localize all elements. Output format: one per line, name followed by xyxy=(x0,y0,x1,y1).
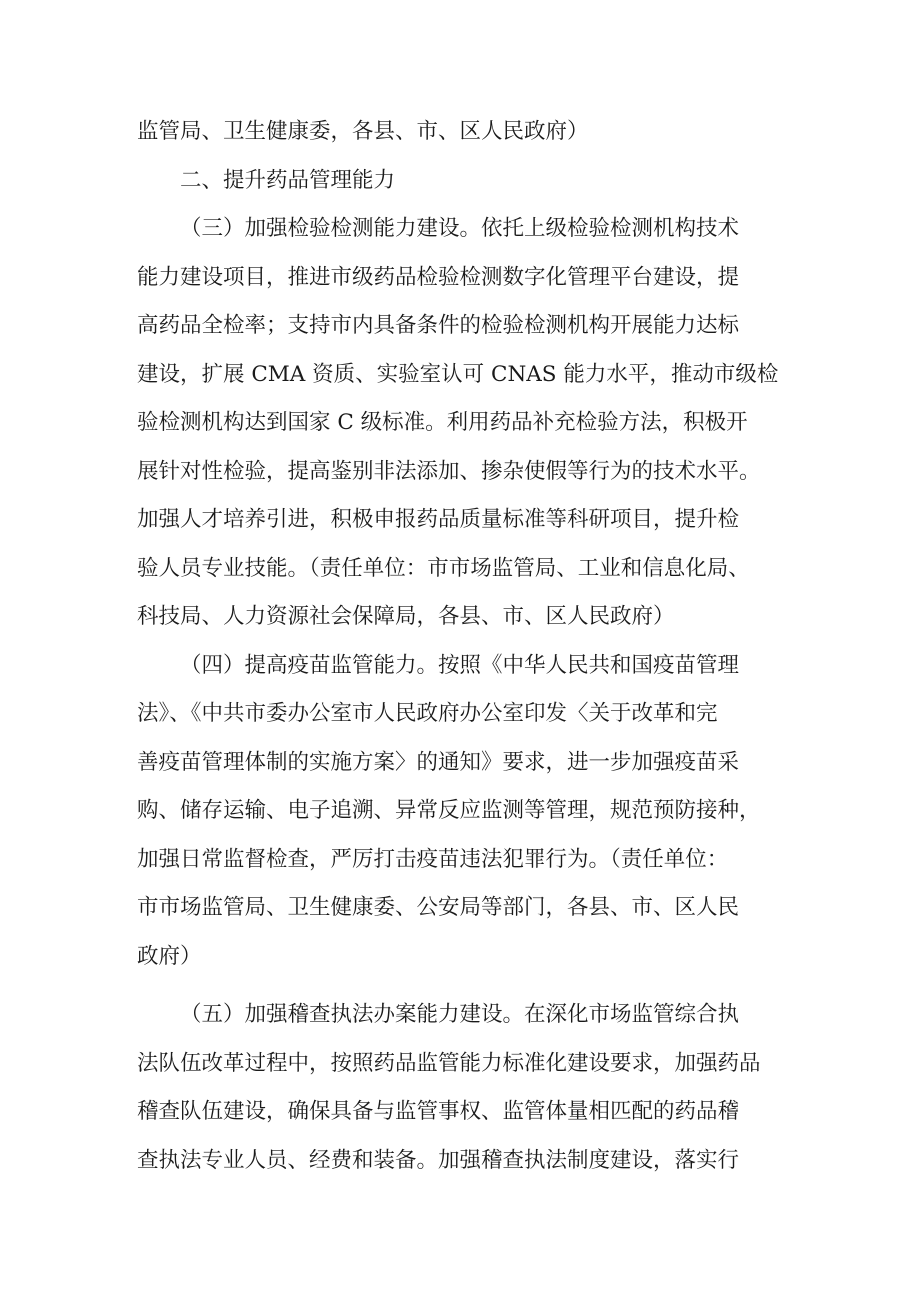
paragraph-line: 加强日常监督检查，严厉打击疫苗违法犯罪行为。（责任单位： xyxy=(137,846,729,872)
paragraph-line: 购、储存运输、电子追溯、异常反应监测等管理，规范预防接种， xyxy=(137,798,761,823)
paragraph-line: （四）提高疫苗监管能力。按照《中华人民共和国疫苗管理 xyxy=(180,652,740,678)
document-body xyxy=(137,108,787,1185)
paragraph-line: 政府） xyxy=(137,943,202,969)
paragraph-line: 监管局、卫生健康委，各县、市、区人民政府） xyxy=(137,119,589,144)
paragraph-line: 查执法专业人员、经费和装备。加强稽查执法制度建设，落实行 xyxy=(137,1147,740,1173)
paragraph-line: 能力建设项目，推进市级药品检验检测数字化管理平台建设，提 xyxy=(137,264,740,290)
paragraph-line: 市市场监管局、卫生健康委、公安局等部门，各县、市、区人民 xyxy=(137,895,740,920)
paragraph-line: （三）加强检验检测能力建设。依托上级检验检测机构技术 xyxy=(180,216,740,241)
paragraph-line: 加强人才培养引进，积极申报药品质量标准等科研项目，提升检 xyxy=(137,507,740,532)
paragraph-line: 善疫苗管理体制的实施方案〉的通知》要求，进一步加强疫苗采 xyxy=(137,749,740,775)
paragraph-line: 验人员专业技能。（责任单位：市市场监管局、工业和信息化局、 xyxy=(137,555,750,581)
paragraph-line: 建设，扩展 CMA 资质、实验室认可 CNAS 能力水平，推动市级检 xyxy=(137,361,779,387)
paragraph-line: 展针对性检验，提高鉴别非法添加、掺杂使假等行为的技术水平。 xyxy=(137,458,761,484)
paragraph-line: 法队伍改革过程中，按照药品监管能力标准化建设要求，加强药品 xyxy=(137,1050,761,1076)
section-heading: 二、提升药品管理能力 xyxy=(180,167,396,193)
paragraph-line: 高药品全检率；支持市内具备条件的检验检测机构开展能力达标 xyxy=(137,313,740,338)
paragraph-line: （五）加强稽查执法办案能力建设。在深化市场监管综合执 xyxy=(180,1002,740,1027)
paragraph-gap xyxy=(137,981,787,991)
paragraph-line: 验检测机构达到国家 C 级标准。利用药品补充检验方法，积极开 xyxy=(137,410,748,435)
paragraph-line: 稽查队伍建设，确保具备与监管事权、监管体量相匹配的药品稽 xyxy=(137,1099,740,1124)
paragraph-line: 法》、《中共市委办公室市人民政府办公室印发〈关于改革和完 xyxy=(137,701,718,726)
paragraph-line: 科技局、人力资源社会保障局，各县、市、区人民政府） xyxy=(137,604,675,629)
